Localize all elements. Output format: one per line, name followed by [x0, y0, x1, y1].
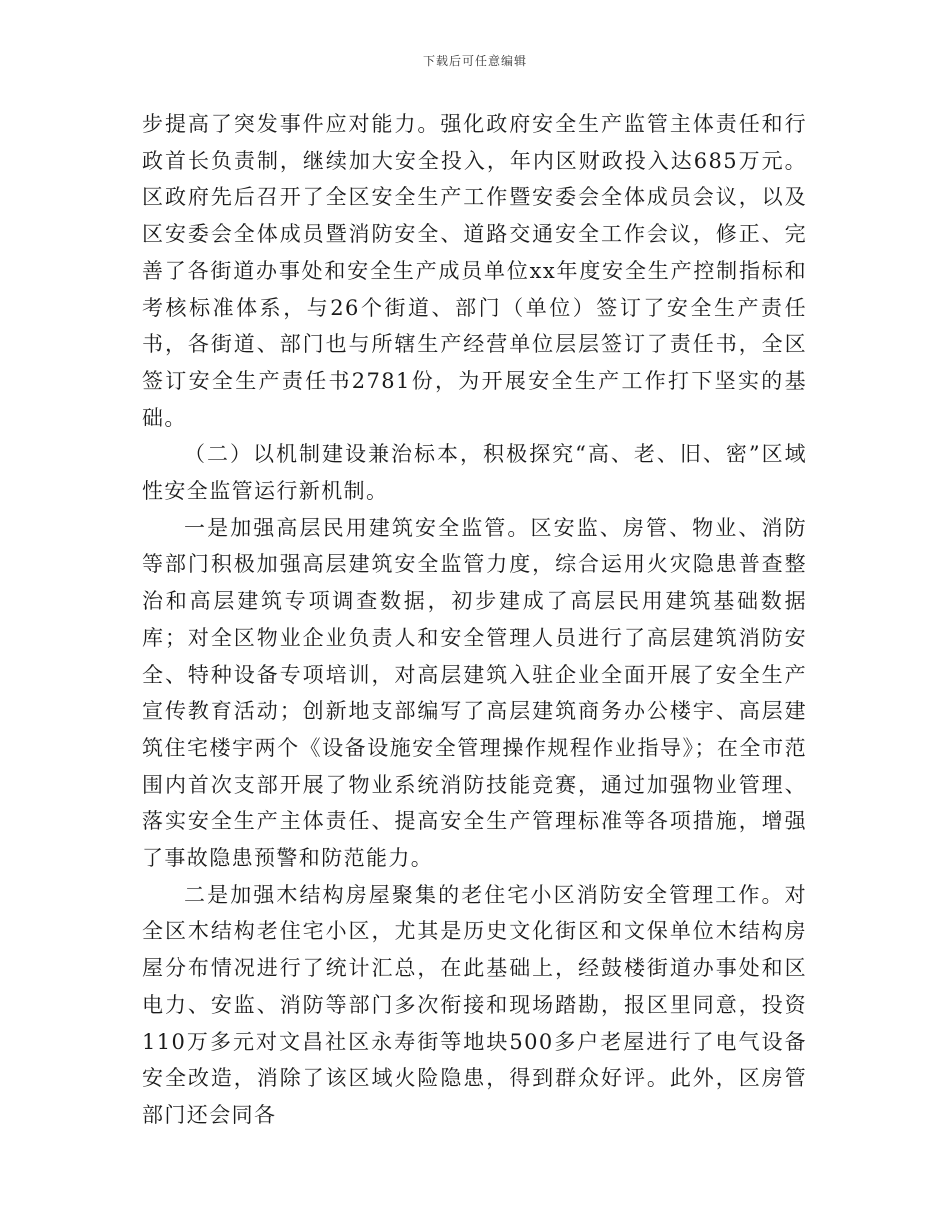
paragraph-4: 二是加强木结构房屋聚集的老住宅小区消防安全管理工作。对全区木结构老住宅小区，尤其是历史文化街区和文保单位木结构房屋分布情况进行了统计汇总，在此基础上，经鼓楼街道办事处和区电力、安监、消防等部门多次衔接和现场踏勘，报区里同意，投资110万多元对文昌社区永寿街等地块500多户老屋进行了电气设备安全改造，消除了该区域火险隐患，得到群众好评。此外，区房管部门还会同各 — [142, 882, 807, 1127]
paragraph-3: 一是加强高层民用建筑安全监管。区安监、房管、物业、消防等部门积极加强高层建筑安全监管力度，综合运用火灾隐患普查整治和高层建筑专项调查数据，初步建成了高层民用建筑基础数据库；对全区物业企业负责人和安全管理人员进行了高层建筑消防安全、特种设备专项培训，对高层建筑入驻企业全面开展了安全生产宣传教育活动；创新地支部编写了高层建筑商务办公楼宇、高层建筑住宅楼宇两个《设备设施安全管理操作规程作业指导》；在全市范围内首次支部开展了物业系统消防技能竞赛，通过加强物业管理、落实安全生产主体责任、提高安全生产管理标准等各项措施，增强了事故隐患预警和防范能力。 — [142, 515, 807, 871]
paragraph-1: 步提高了突发事件应对能力。强化政府安全生产监管主体责任和行政首长负责制，继续加大安全投入，年内区财政投入达685万元。区政府先后召开了全区安全生产工作暨安委会全体成员会议，以及区安委会全体成员暨消防安全、道路交通安全工作会议，修正、完善了各街道办事处和安全生产成员单位xx年度安全生产控制指标和考核标准体系，与26个街道、部门（单位）签订了安全生产责任书，各街道、部门也与所辖生产经营单位层层签订了责任书，全区签订安全生产责任书2781份，为开展安全生产工作打下坚实的基础。 — [142, 112, 807, 430]
page-header: 下载后可任意编辑 — [422, 54, 527, 68]
paragraph-2-section-heading: （二）以机制建设兼治标本，积极探究“高、老、旧、密”区域性安全监管运行新机制。 — [142, 442, 807, 504]
document-body — [142, 106, 807, 1134]
